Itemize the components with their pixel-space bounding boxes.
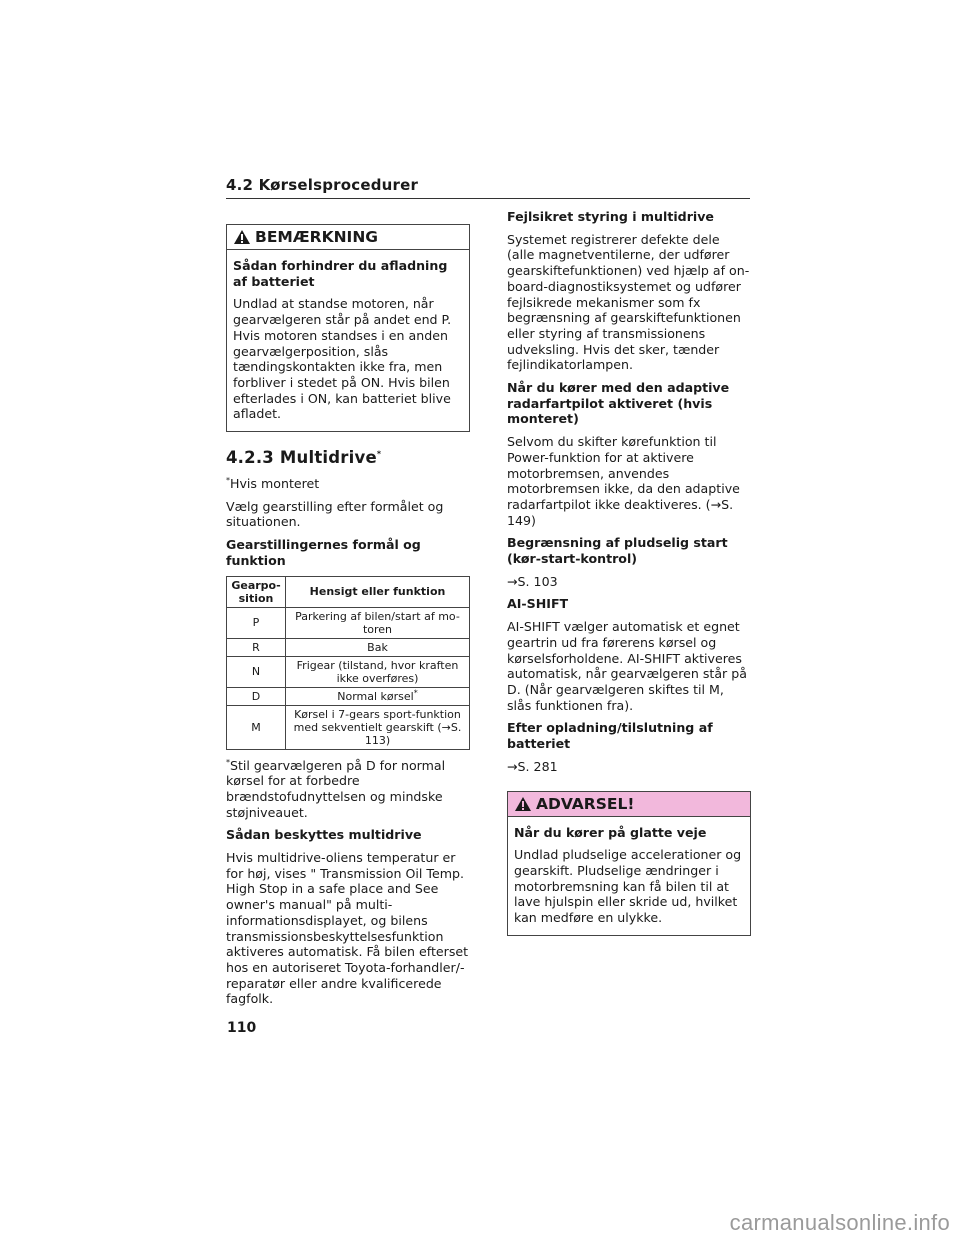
warning-box-title: ADVARSEL! (536, 794, 635, 813)
right-column (507, 209, 751, 952)
aishift-text: AI-SHIFT vælger automatisk et egnet geartrin ud fra førerens kørsel og kørselsforholdene. AI-SHIFT aktiveres automatisk, når gearvælgeren står på D. (Når gearvælgeren skiftes til M, slås funktionen fra). (507, 619, 747, 713)
warning-box-body (508, 817, 750, 935)
section-header (226, 176, 750, 199)
table-row (227, 656, 470, 687)
gear-function-cell (286, 687, 470, 705)
notice-box-body (227, 250, 469, 431)
gear-function-text: Normal kørsel (337, 689, 414, 703)
protect-heading: Sådan beskyttes multidrive (226, 827, 422, 843)
section-title-mark: * (376, 449, 382, 459)
warning-box-header (508, 792, 750, 817)
table-row (227, 705, 470, 749)
section-footnote (226, 476, 470, 492)
warning-box (507, 791, 751, 936)
gear-function-cell: Kørsel i 7-gears sport-funktion med sekventielt gearskift (→S. 113) (286, 705, 470, 749)
notice-box (226, 224, 470, 432)
failsafe-text: Systemet registrerer defekte dele (alle magnetventilerne, der udfører gearskiftefunktionen) ved hjælp af on-board-diagnostiksystemet og udfører fejlsikrede mekanismer som fx begrænsning af gearskiftefunktionen eller styring af transmissionens udveksling. Hvis det sker, tænder fejlindikatorlampen. (507, 231, 750, 373)
launch-heading: Begrænsning af pludselig start (kør-start-kontrol) (507, 535, 728, 567)
table-row (227, 607, 470, 638)
recharge-heading: Efter opladning/tilslutning af batteriet (507, 720, 713, 752)
notice-text: Undlad at standse motoren, når gearvælgeren står på andet end P. Hvis motoren standses i en anden gearvælgerposition, slås tændingskontakten ikke fra, men forbliver i stedet på ON. Hvis bilen efterlades i ON, kan batteriet blive afladet. (233, 296, 452, 422)
gear-function-mark: * (413, 687, 418, 697)
gear-function-cell: Frigear (tilstand, hvor kraften ikke overføres) (286, 656, 470, 687)
left-column (226, 224, 470, 1014)
gear-table-note-mark: * (226, 757, 230, 767)
gear-position-cell: N (227, 656, 286, 687)
section-header-title: 4.2 Kørselsprocedurer (226, 176, 419, 194)
gear-table-col-position: Gearpo-sition (227, 576, 286, 607)
gear-position-cell: M (227, 705, 286, 749)
recharge-ref: →S. 281 (507, 758, 558, 774)
warning-triangle-icon (233, 229, 251, 245)
table-row (227, 638, 470, 656)
protect-text: Hvis multidrive-oliens temperatur er for høj, vises " Transmission Oil Temp. High Stop in a safe place and See owner's manual" på multi-informationsdisplayet, og bilens transmissionsbeskyttelsesfunktion aktiveres automatisk. Få bilen efterset hos en autoriseret Toyota-forhandler/-reparatør eller andre kvalificerede fagfolk. (226, 850, 469, 1007)
section-intro: Vælg gearstilling efter formålet og situationen. (226, 498, 444, 530)
watermark: carmanualsonline.info (729, 1210, 950, 1235)
radar-text: Selvom du skifter kørefunktion til Power-funktion for at aktivere motorbremsen, anvendes motorbremsen ikke, da den adaptive radarfartpilot ikke deaktiveres. (→S. 149) (507, 434, 740, 528)
gear-function-cell: Parkering af bilen/start af mo-toren (286, 607, 470, 638)
gear-function-cell: Bak (286, 638, 470, 656)
launch-ref: →S. 103 (507, 573, 558, 589)
gear-position-cell: R (227, 638, 286, 656)
gear-table-header-row (227, 576, 470, 607)
notice-box-title: BEMÆRKNING (255, 228, 379, 246)
failsafe-heading: Fejlsikret styring i multidrive (507, 209, 714, 224)
gear-table-note (226, 758, 470, 821)
section-footnote-mark: * (226, 475, 230, 485)
section-title-text: 4.2.3 Multidrive (226, 448, 377, 468)
notice-heading: Sådan forhindrer du afladning af batteriet (233, 258, 448, 289)
aishift-heading: AI-SHIFT (507, 596, 569, 612)
section-title (226, 448, 470, 468)
gear-table-col-function: Hensigt eller funktion (286, 576, 470, 607)
notice-box-header (227, 225, 469, 250)
gear-table-note-text: Stil gearvælgeren på D for normal kørsel for at forbedre brændstofudnyttelsen og mindske støjniveauet. (226, 757, 446, 820)
gear-table (226, 576, 470, 750)
gear-position-cell: P (227, 607, 286, 638)
table-row (227, 687, 470, 705)
warning-heading: Når du kører på glatte veje (514, 824, 707, 840)
warning-triangle-icon (514, 796, 532, 812)
gear-position-cell: D (227, 687, 286, 705)
page-number: 110 (227, 1020, 257, 1036)
section-footnote-text: Hvis monteret (230, 476, 320, 492)
radar-heading: Når du kører med den adaptive radarfartpilot aktiveret (hvis monteret) (507, 380, 730, 427)
warning-text: Undlad pludselige accelerationer og gearskift. Pludselige ændringer i motorbremsning kan få bilen til at lave hjulspin eller skride ud, hvilket kan medføre en ulykke. (514, 847, 742, 926)
gear-table-heading: Gearstillingernes formål og funktion (226, 537, 421, 568)
